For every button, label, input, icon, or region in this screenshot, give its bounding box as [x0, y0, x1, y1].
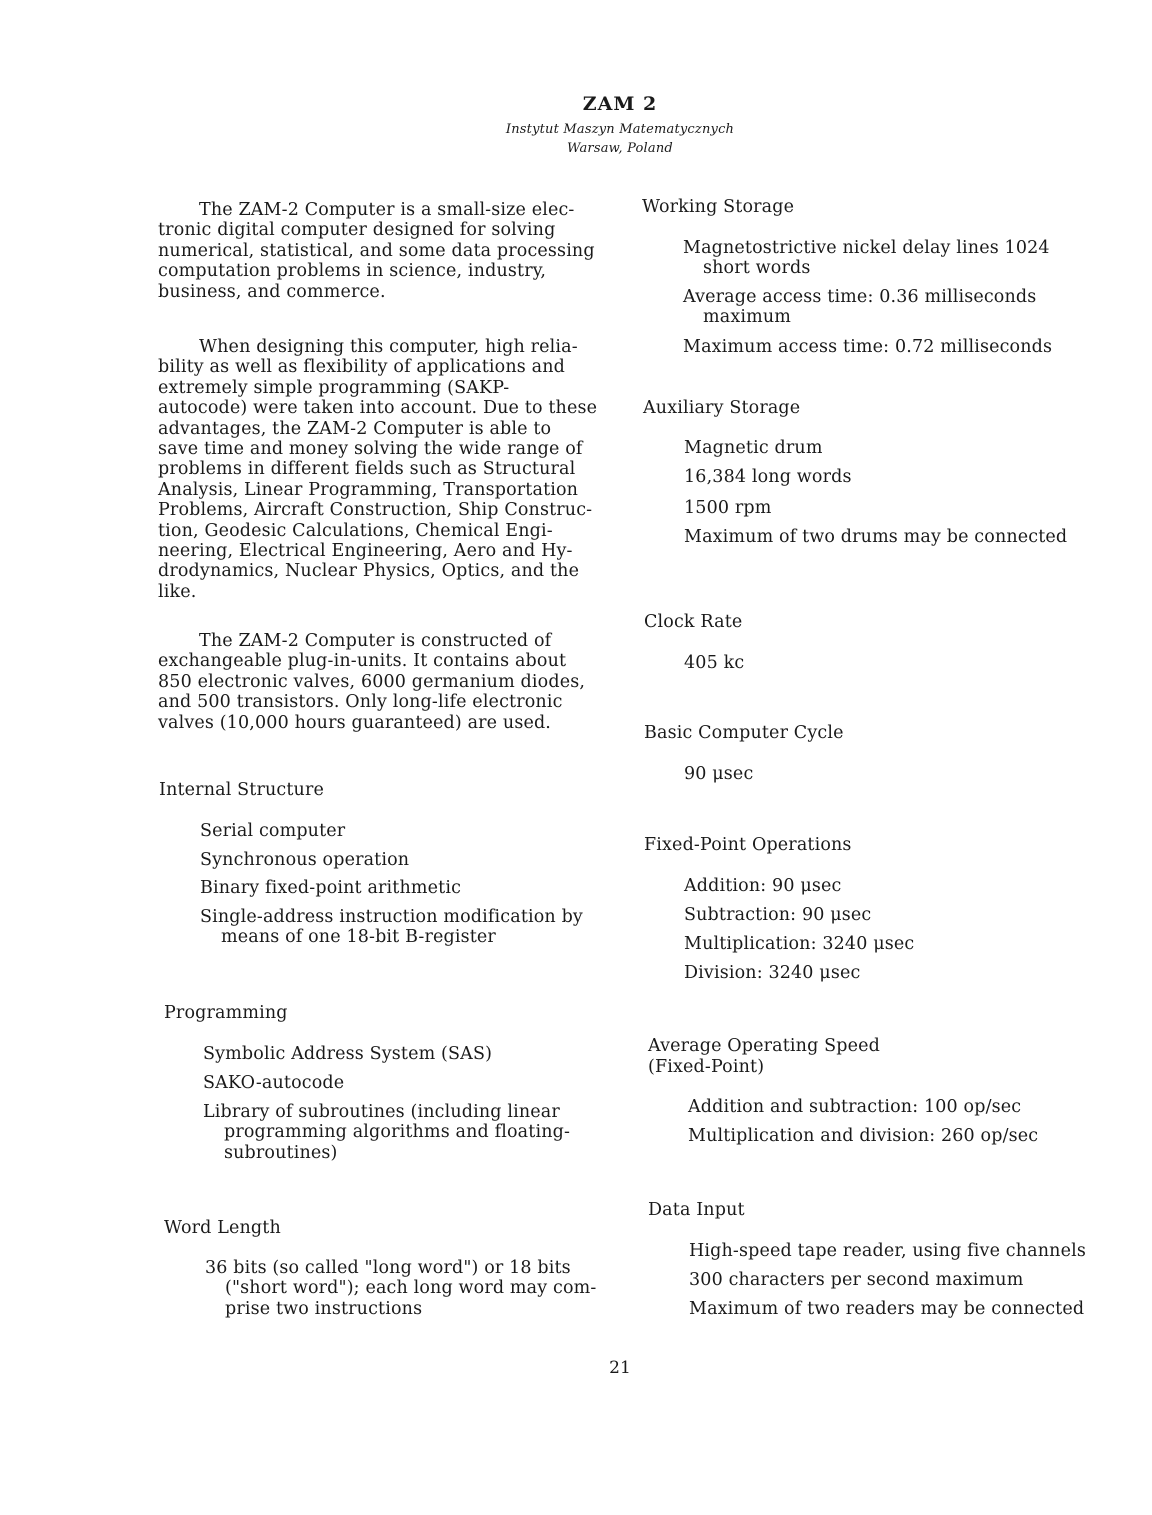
- basic-cycle-value: 90 μsec: [684, 764, 754, 784]
- list-item: Magnetic drum: [684, 438, 823, 458]
- text-line: and 500 transistors. Only long-life electronic: [158, 692, 563, 713]
- text-line: The ZAM-2 Computer is constructed of: [199, 631, 552, 651]
- text-line: 850 electronic valves, 6000 germanium diodes,: [158, 671, 586, 692]
- fixed-point-heading: Fixed-Point Operations: [644, 835, 852, 855]
- text-line: advantages, the ZAM-2 Computer is able to: [158, 418, 552, 439]
- text-line: Library of subroutines (including linear: [203, 1102, 560, 1122]
- text-line: valves (10,000 hours guaranteed) are used.: [158, 712, 552, 733]
- text-line: problems in different fields such as Structural: [158, 459, 576, 480]
- text-line: ("short word"); each long word may com-: [225, 1278, 597, 1299]
- avg-speed-heading: [648, 1036, 880, 1078]
- list-item: Serial computer: [200, 821, 346, 841]
- list-item: Multiplication and division: 260 op/sec: [688, 1126, 1039, 1146]
- institute-location: Warsaw, Poland: [567, 141, 673, 156]
- working-storage-heading: Working Storage: [642, 197, 795, 217]
- text-line: business, and commerce.: [158, 281, 386, 302]
- list-item: Symbolic Address System (SAS): [203, 1044, 493, 1064]
- list-item: 300 characters per second maximum: [689, 1270, 1024, 1290]
- design-paragraph: [158, 337, 638, 602]
- basic-cycle-heading: Basic Computer Cycle: [644, 723, 844, 743]
- text-line: subroutines): [224, 1142, 338, 1163]
- list-item: Synchronous operation: [200, 850, 410, 870]
- text-line: maximum: [703, 307, 792, 328]
- word-length-heading: Word Length: [164, 1218, 281, 1238]
- text-line: like.: [158, 581, 197, 602]
- text-line: computation problems in science, industry,: [158, 261, 547, 282]
- text-line: numerical, statistical, and some data processing: [158, 240, 595, 261]
- programming-heading: Programming: [164, 1003, 288, 1023]
- list-item: [683, 238, 1103, 279]
- list-item: Subtraction: 90 μsec: [684, 905, 872, 925]
- text-line: tion, Geodesic Calculations, Chemical Engi-: [158, 520, 553, 541]
- text-line: drodynamics, Nuclear Physics, Optics, and the: [158, 561, 580, 582]
- text-line: prise two instructions: [225, 1298, 423, 1319]
- intro-paragraph: [158, 200, 638, 302]
- list-item: 1500 rpm: [684, 498, 772, 518]
- text-line: short words: [703, 258, 811, 279]
- construction-paragraph: [158, 631, 638, 733]
- text-line: means of one 18-bit B-register: [221, 927, 496, 948]
- text-line: programming algorithms and floating-: [224, 1122, 571, 1143]
- clock-rate-heading: Clock Rate: [644, 612, 743, 632]
- institute-name: Instytut Maszyn Matematycznych: [505, 122, 735, 137]
- list-item: [203, 1102, 623, 1163]
- data-input-heading: Data Input: [648, 1200, 745, 1220]
- page-number: 21: [609, 1358, 631, 1378]
- list-item: Binary fixed-point arithmetic: [200, 878, 462, 898]
- text-line: Problems, Aircraft Construction, Ship Construc-: [158, 500, 593, 521]
- list-item: Maximum of two drums may be connected: [684, 527, 1068, 547]
- text-line: exchangeable plug-in-units. It contains about: [158, 651, 567, 672]
- text-line: tronic digital computer designed for solving: [158, 220, 556, 241]
- list-item: High-speed tape reader, using five channels: [689, 1241, 1086, 1261]
- clock-rate-value: 405 kc: [684, 653, 745, 673]
- text-line: save time and money solving the wide range of: [158, 439, 583, 460]
- list-item: Multiplication: 3240 μsec: [684, 934, 915, 954]
- text-line: 36 bits (so called "long word") or 18 bits: [205, 1258, 571, 1278]
- text-line: (Fixed-Point): [648, 1057, 765, 1077]
- text-line: Magnetostrictive nickel delay lines 1024: [683, 238, 1050, 258]
- text-line: The ZAM-2 Computer is a small-size elec-: [199, 200, 575, 220]
- list-item: [683, 287, 1103, 328]
- list-item: Addition and subtraction: 100 op/sec: [688, 1097, 1022, 1117]
- internal-structure-heading: Internal Structure: [159, 780, 324, 800]
- page-title: ZAM 2: [582, 93, 658, 115]
- text-line: autocode) were taken into account. Due to these: [158, 398, 598, 419]
- list-item: SAKO-autocode: [203, 1073, 345, 1093]
- list-item: Division: 3240 μsec: [684, 963, 861, 983]
- text-line: bility as well as flexibility of applications and: [158, 357, 565, 378]
- list-item: [200, 907, 620, 948]
- text-line: Average Operating Speed: [648, 1036, 881, 1056]
- text-line: Average access time: 0.36 milliseconds: [683, 287, 1037, 307]
- text-line: Analysis, Linear Programming, Transportation: [158, 479, 579, 500]
- text-line: extremely simple programming (SAKP-: [158, 377, 510, 398]
- text-line: Single-address instruction modification by: [200, 907, 583, 927]
- list-item: 16,384 long words: [684, 467, 852, 487]
- auxiliary-storage-heading: Auxiliary Storage: [643, 398, 801, 418]
- list-item: [205, 1258, 625, 1319]
- list-item: Maximum access time: 0.72 milliseconds: [683, 337, 1053, 357]
- list-item: Maximum of two readers may be connected: [689, 1299, 1085, 1319]
- list-item: Addition: 90 μsec: [684, 876, 842, 896]
- text-line: When designing this computer, high relia-: [199, 337, 578, 357]
- text-line: neering, Electrical Engineering, Aero and Hy-: [158, 541, 573, 562]
